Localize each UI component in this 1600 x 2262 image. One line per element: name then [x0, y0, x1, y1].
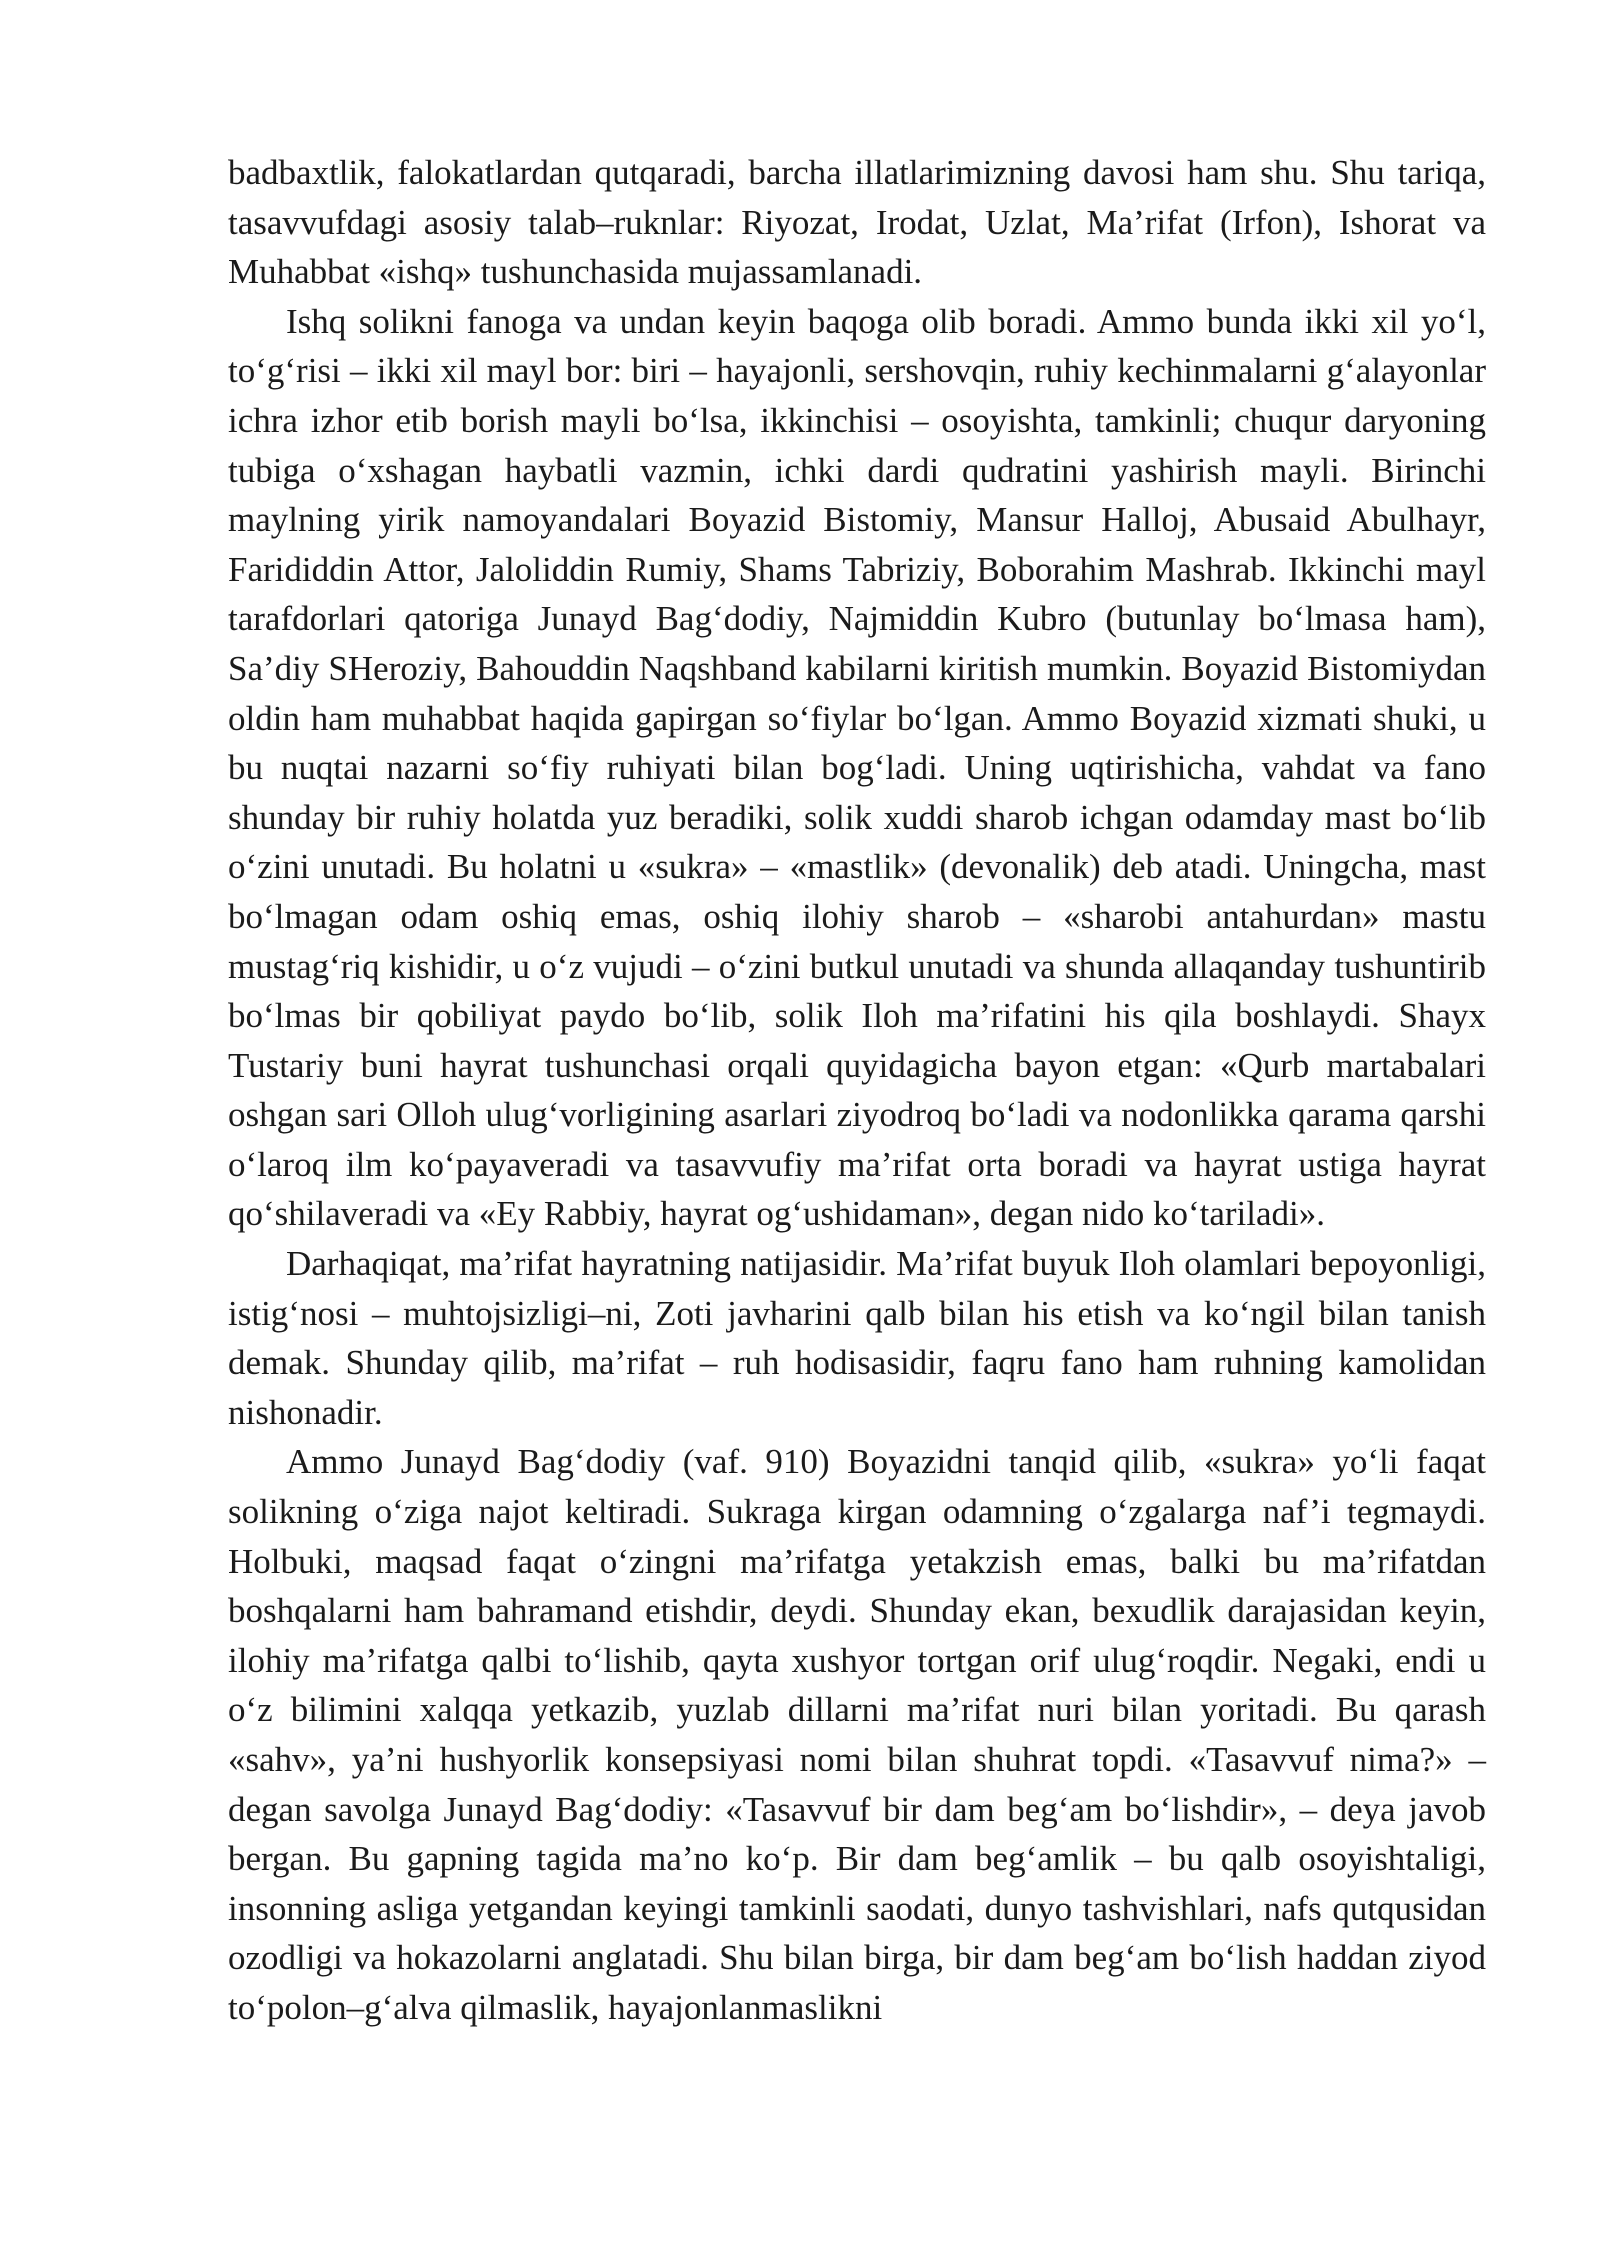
paragraph-junayd: Ammo Junayd Bag‘dodiy (vaf. 910) Boyazidni tanqid qilib, «sukra» yo‘li faqat solikning o‘ziga najot keltiradi. Sukraga kirgan odamning o‘zgalarga naf’i tegmaydi. Holbuki, maqsad faqat o‘zingni ma’rifatga yetakzish emas, balki bu ma’rifatdan boshqalarni ham bahramand etishdir, deydi. Shunday ekan, bexudlik darajasidan keyin, ilohiy ma’rifatga qalbi to‘lishib, qayta xushyor tortgan orif ulug‘roqdir. Negaki, endi u o‘z bilimini xalqqa yetkazib, yuzlab dillarni ma’rifat nuri bilan yoritadi. Bu qarash «sahv», ya’ni hushyorlik konsepsiyasi nomi bilan shuhrat topdi. «Tasavvuf nima?» – degan savolga Junayd Bag‘dodiy: «Tasavvuf bir dam beg‘am bo‘lishdir», – deya javob bergan. Bu gapning tagida ma’no ko‘p. Bir dam beg‘amlik – bu qalb osoyishtaligi, insonning asliga yetgandan keyingi tamkinli saodati, dunyo tashvishlari, nafs qutqusidan ozodligi va hokazolarni anglatadi. Shu bilan birga, bir dam beg‘am bo‘lish haddan ziyod to‘polon–g‘alva qilmaslik, hayajonlanmaslikni — [228, 1442, 1486, 2027]
paragraph-continuation: badbaxtlik, falokatlardan qutqaradi, barcha illatlarimizning davosi ham shu. Shu tariqa, tasavvufdagi asosiy talab–ruknlar: Riyozat, Irodat, Uzlat, Ma’rifat (Irfon), Ishorat va Muhabbat «ishq» tushunchasida mujassamlanadi. — [228, 153, 1486, 292]
page-body — [228, 148, 1486, 2033]
paragraph-ishq: Ishq solikni fanoga va undan keyin baqoga olib boradi. Ammo bunda ikki xil yo‘l, to‘g‘risi – ikki xil mayl bor: biri – hayajonli, sershovqin, ruhiy kechinmalarni g‘alayonlar ichra izhor etib borish mayli bo‘lsa, ikkinchisi – osoyishta, tamkinli; chuqur daryoning tubiga o‘xshagan haybatli vazmin, ichki dardi qudratini yashirish mayli. Birinchi maylning yirik namoyandalari Boyazid Bistomiy, Mansur Halloj, Abusaid Abulhayr, Farididdin Attor, Jaloliddin Rumiy, Shams Tabriziy, Boborahim Mashrab. Ikkinchi mayl tarafdorlari qatoriga Junayd Bag‘dodiy, Najmiddin Kubro (butunlay bo‘lmasa ham), Sa’diy SHeroziy, Bahouddin Naqshband kabilarni kiritish mumkin. Boyazid Bistomiydan oldin ham muhabbat haqida gapirgan so‘fiylar bo‘lgan. Ammo Boyazid xizmati shuki, u bu nuqtai nazarni so‘fiy ruhiyati bilan bog‘ladi. Uning uqtirishicha, vahdat va fano shunday bir ruhiy holatda yuz beradiki, solik xuddi sharob ichgan odamday mast bo‘lib o‘zini unutadi. Bu holatni u «sukra» – «mastlik» (devonalik) deb atadi. Uningcha, mast bo‘lmagan odam oshiq emas, oshiq ilohiy sharob – «sharobi antahurdan» mastu mustag‘riq kishidir, u o‘z vujudi – o‘zini butkul unutadi va shunda allaqanday tushuntirib bo‘lmas bir qobiliyat paydo bo‘lib, solik Iloh ma’rifatini his qila boshlaydi. Shayx Tustariy buni hayrat tushunchasi orqali quyidagicha bayon etgan: «Qurb martabalari oshgan sari Olloh ulug‘vorligining asarlari ziyodroq bo‘ladi va nodonlikka qarama qarshi o‘laroq ilm ko‘payaveradi va tasavvufiy ma’rifat orta boradi va hayrat ustiga hayrat qo‘shilaveradi va «Ey Rabbiy, hayrat og‘ushidaman», degan nido ko‘tariladi». — [228, 301, 1486, 1234]
paragraph-marifat: Darhaqiqat, ma’rifat hayratning natijasidir. Ma’rifat buyuk Iloh olamlari bepoyonligi, istig‘nosi – muhtojsizligi–ni, Zoti javharini qalb bilan his etish va ko‘ngil bilan tanish demak. Shunday qilib, ma’rifat – ruh hodisasidir, faqru fano ham ruhning kamolidan nishonadir. — [228, 1244, 1486, 1432]
